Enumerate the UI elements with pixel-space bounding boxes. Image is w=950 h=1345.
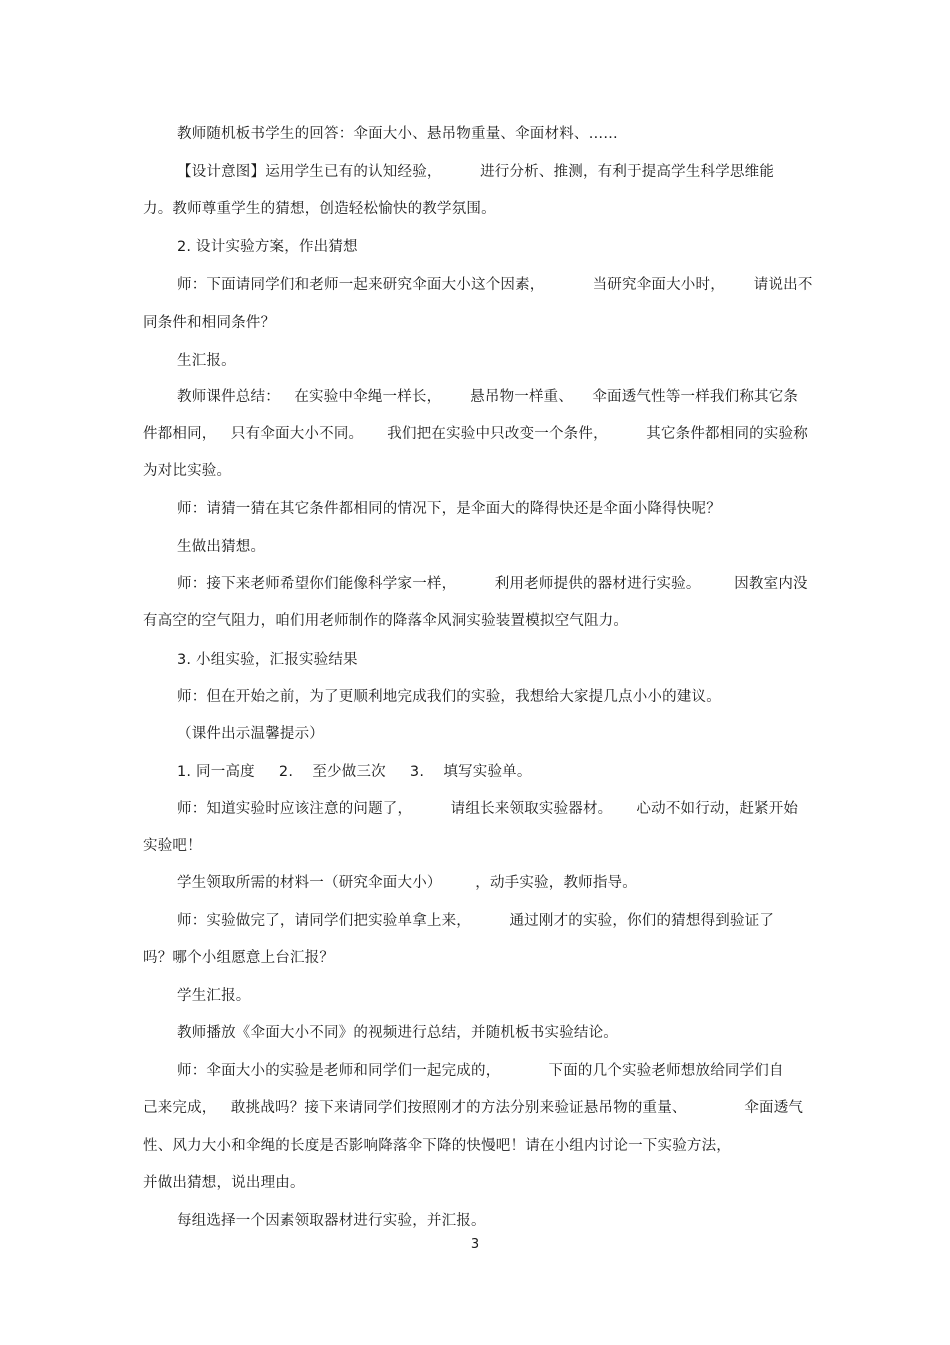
text-line: 师：下面请同学们和老师一起来研究伞面大小这个因素， 当研究伞面大小时， 请说出不	[177, 277, 813, 293]
text-line: 生汇报。	[177, 353, 236, 369]
text-line: 并做出猜想，说出理由。	[143, 1175, 305, 1191]
text-line: 吗？哪个小组愿意上台汇报？	[143, 950, 335, 966]
text-line: 性、风力大小和伞绳的长度是否影响降落伞下降的快慢吧！请在小组内讨论一下实验方法，	[143, 1138, 731, 1154]
text-line: 师：知道实验时应该注意的问题了， 请组长来领取实验器材。 心动不如行动，赶紧开始	[177, 801, 799, 817]
text-line: 教师播放《伞面大小不同》的视频进行总结，并随机板书实验结论。	[177, 1025, 618, 1041]
text-line: 为对比实验。	[143, 463, 232, 479]
text-line: 件都相同， 只有伞面大小不同。 我们把在实验中只改变一个条件， 其它条件都相同的实验称	[143, 426, 808, 442]
text-line: 有高空的空气阻力，咱们用老师制作的降落伞风洞实验装置模拟空气阻力。	[143, 613, 629, 629]
section-heading: 2. 设计实验方案，作出猜想	[177, 239, 358, 255]
text-line: 学生领取所需的材料一（研究伞面大小） ，动手实验，教师指导。	[177, 875, 637, 891]
text-line: 师：请猜一猜在其它条件都相同的情况下，是伞面大的降得快还是伞面小降得快呢？	[177, 501, 721, 517]
section-heading: 3. 小组实验，汇报实验结果	[177, 652, 358, 668]
text-line: 1. 同一高度 2. 至少做三次 3. 填写实验单。	[177, 764, 532, 780]
text-line: 师：但在开始之前，为了更顺利地完成我们的实验，我想给大家提几点小小的建议。	[177, 689, 721, 705]
text-line: 学生汇报。	[177, 988, 251, 1004]
text-line: 己来完成， 敢挑战吗？接下来请同学们按照刚才的方法分别来验证悬吊物的重量、 伞面透气	[143, 1100, 804, 1116]
text-line: （课件出示温馨提示）	[177, 726, 324, 742]
text-line: 教师课件总结： 在实验中伞绳一样长， 悬吊物一样重、 伞面透气性等一样我们称其它条	[177, 389, 799, 405]
text-line: 师：接下来老师希望你们能像科学家一样， 利用老师提供的器材进行实验。 因教室内没	[177, 576, 808, 592]
text-line: 实验吧！	[143, 838, 202, 854]
text-line: 师：伞面大小的实验是老师和同学们一起完成的， 下面的几个实验老师想放给同学们自	[177, 1063, 784, 1079]
page-number: 3	[470, 1237, 480, 1252]
text-line: 每组选择一个因素领取器材进行实验，并汇报。	[177, 1213, 486, 1229]
text-line: 同条件和相同条件？	[143, 315, 276, 331]
text-line: 【设计意图】运用学生已有的认知经验， 进行分析、推测，有利于提高学生科学思维能	[177, 164, 775, 180]
text-line: 师：实验做完了，请同学们把实验单拿上来， 通过刚才的实验，你们的猜想得到验证了	[177, 913, 775, 929]
text-line: 教师随机板书学生的回答：伞面大小、悬吊物重量、伞面材料、……	[177, 126, 618, 142]
text-line: 生做出猜想。	[177, 539, 266, 555]
text-line: 力。教师尊重学生的猜想，创造轻松愉快的教学氛围。	[143, 201, 496, 217]
